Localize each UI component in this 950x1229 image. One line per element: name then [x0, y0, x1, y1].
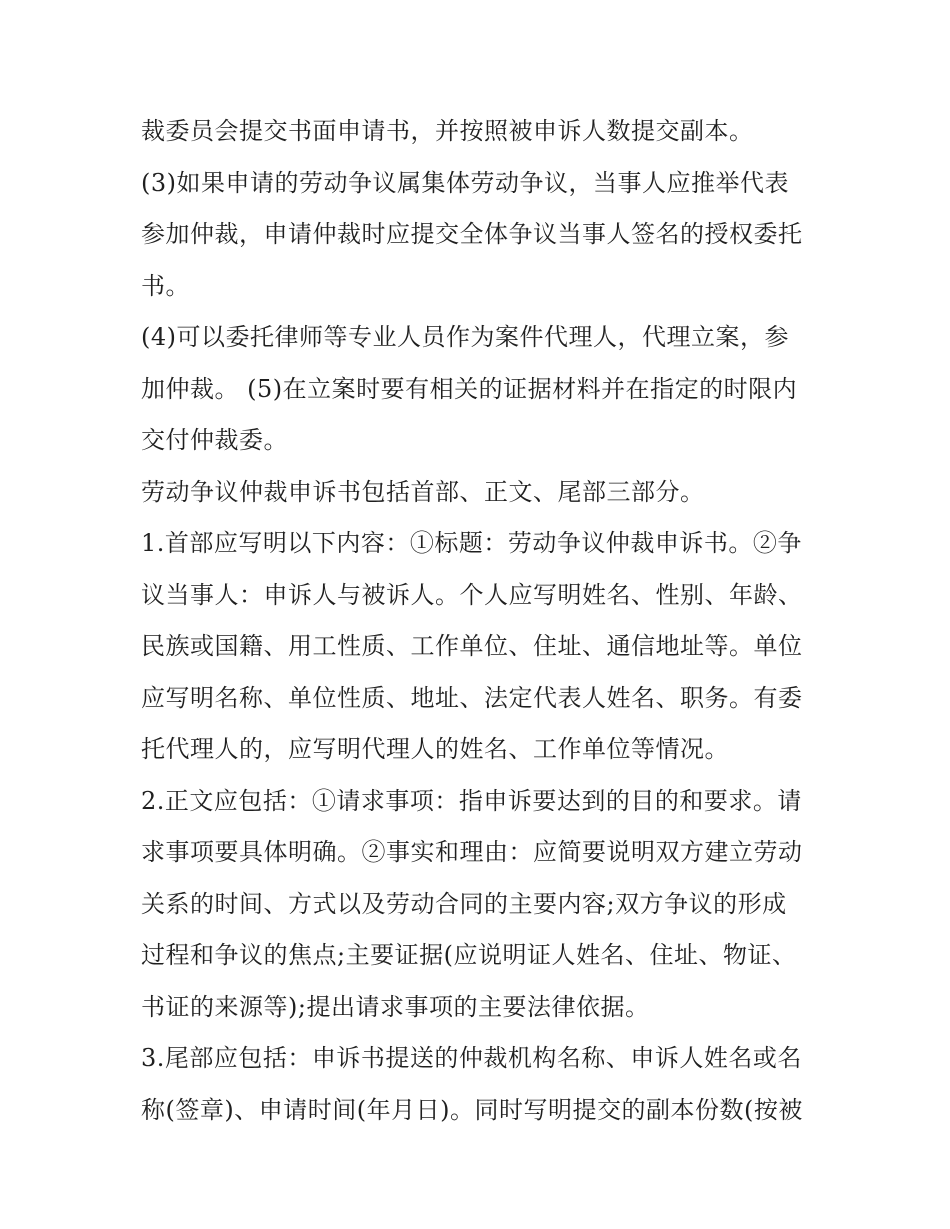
text-line: 民族或国籍、用工性质、工作单位、住址、通信地址等。单位 — [141, 632, 803, 660]
text-line: 2.正文应包括：①请求事项：指申诉要达到的目的和要求。请 — [141, 786, 802, 815]
text-line: 加仲裁。 (5)在立案时要有相关的证据材料并在指定的时限内 — [141, 374, 798, 403]
text-line: (3)如果申请的劳动争议属集体劳动争议，当事人应推举代表 — [141, 168, 789, 197]
document-body — [141, 106, 821, 1136]
text-line: 关系的时间、方式以及劳动合同的主要内容;双方争议的形成 — [141, 889, 787, 918]
text-line: 参加仲裁，申请仲裁时应提交全体争议当事人签名的授权委托 — [141, 220, 803, 248]
text-line: 托代理人的，应写明代理人的姓名、工作单位等情况。 — [141, 735, 729, 763]
text-line: 书证的来源等);提出请求事项的主要法律依据。 — [141, 992, 650, 1021]
text-line: 求事项要具体明确。②事实和理由：应简要说明双方建立劳动 — [141, 838, 803, 866]
text-line: 应写明名称、单位性质、地址、法定代表人姓名、职务。有委 — [141, 683, 803, 712]
text-line: 1.首部应写明以下内容：①标题：劳动争议仲裁申诉书。②争 — [141, 529, 802, 557]
text-line: 书。 — [141, 271, 190, 300]
text-line: 3.尾部应包括：申诉书提送的仲裁机构名称、申诉人姓名或名 — [141, 1044, 802, 1072]
text-line: 交付仲裁委。 — [141, 426, 288, 454]
text-line: 称(签章)、申请时间(年月日)。同时写明提交的副本份数(按被 — [141, 1095, 803, 1124]
text-line: 议当事人：申诉人与被诉人。个人应写明姓名、性别、年龄、 — [141, 580, 803, 609]
text-line: 劳动争议仲裁申诉书包括首部、正文、尾部三部分。 — [141, 477, 705, 506]
text-line: 过程和争议的焦点;主要证据(应说明证人姓名、住址、物证、 — [141, 941, 797, 969]
text-line: 裁委员会提交书面申请书，并按照被申诉人数提交副本。 — [141, 117, 754, 145]
text-line: (4)可以委托律师等专业人员作为案件代理人，代理立案，参 — [141, 323, 789, 351]
